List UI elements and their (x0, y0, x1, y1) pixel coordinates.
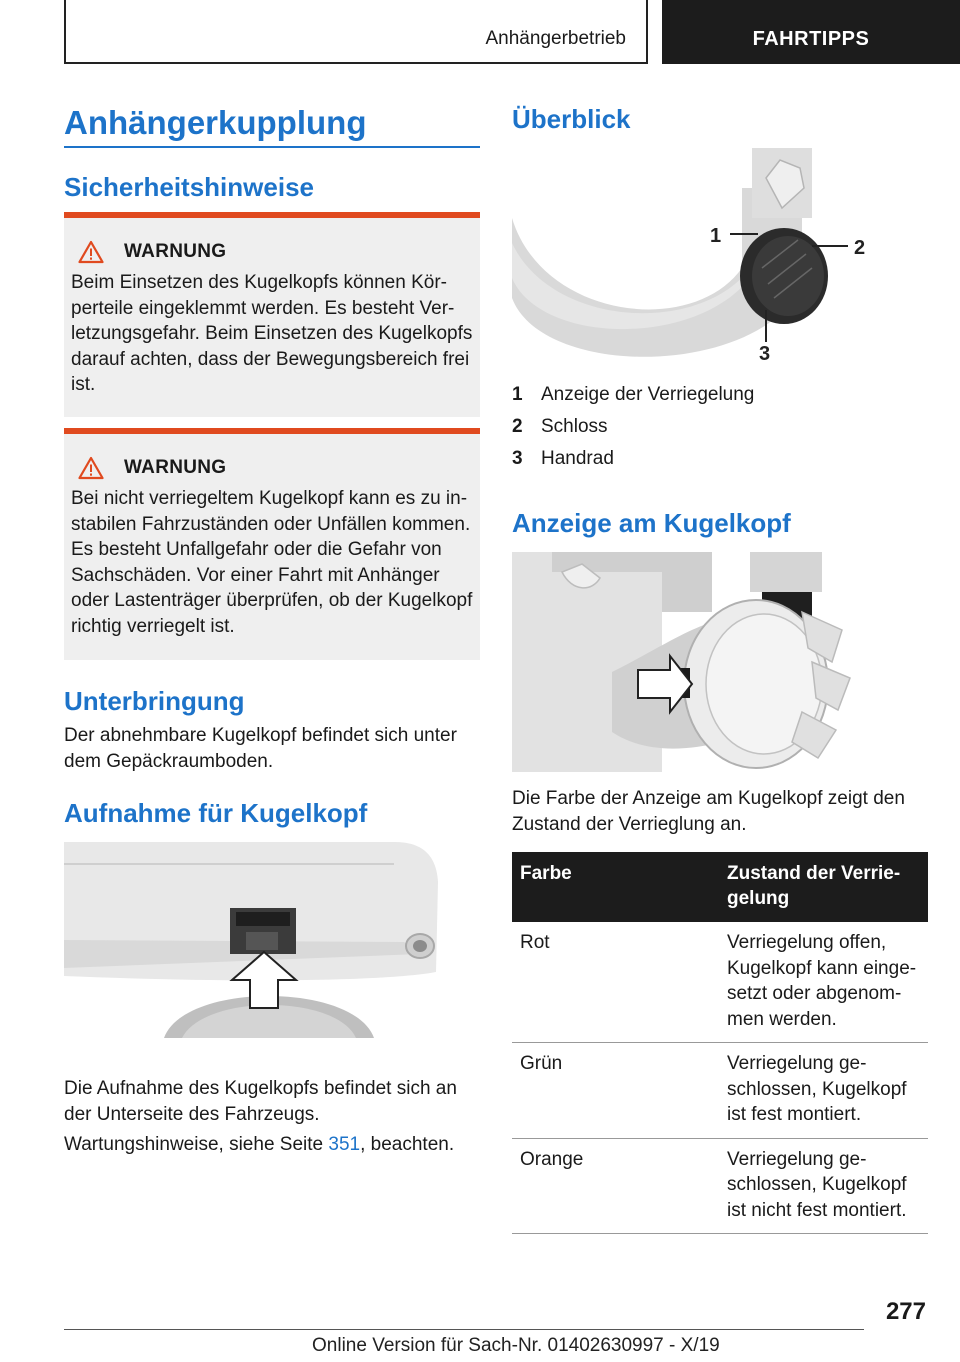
warning-box-2 (64, 428, 480, 660)
table-row (512, 922, 928, 1043)
indicator-color-table (512, 852, 928, 1234)
legend-number: 1 (512, 384, 523, 405)
table-header-color: Farbe (512, 852, 719, 922)
table-header-status: Zustand der Verriegelung (719, 852, 928, 922)
legend-text: Schloss (541, 416, 608, 437)
legend-number: 2 (512, 416, 523, 437)
legend-text: Anzeige der Verriegelung (541, 384, 755, 405)
warning-label: WARNUNG (124, 457, 227, 478)
callout-3: 3 (759, 343, 771, 365)
legend-number: 3 (512, 448, 523, 469)
warning-head-2 (78, 456, 226, 480)
header-section-box (64, 0, 648, 64)
overview-heading: Überblick (512, 104, 631, 134)
footer-rule (64, 1329, 864, 1330)
page-title: Anhängerkupplung (64, 104, 367, 141)
table-cell-color: Rot (512, 922, 719, 1043)
table-cell-status: Verriegelung offen, Kugelkopf kann eingesetzt oder abgenommen werden. (719, 922, 928, 1043)
table-cell-color: Orange (512, 1138, 719, 1234)
maintenance-text (64, 1132, 480, 1158)
title-underline (64, 146, 480, 148)
maintenance-suffix: , beachten. (360, 1134, 455, 1155)
legend-item (512, 448, 614, 470)
table-row (512, 1043, 928, 1139)
indicator-text: Die Farbe der Anzeige am Kugelkopf zeigt den Zustand der Verrieglung an. (512, 788, 905, 835)
safety-heading: Sicherheitshinweise (64, 172, 314, 202)
overview-figure (512, 148, 888, 366)
maintenance-prefix: Wartungshinweise, siehe Seite (64, 1134, 329, 1155)
storage-heading: Unterbringung (64, 686, 245, 716)
callout-2: 2 (854, 237, 866, 259)
indicator-figure (512, 552, 888, 772)
legend-item (512, 416, 608, 438)
table-cell-color: Grün (512, 1043, 719, 1139)
mount-heading: Aufnahme für Kugelkopf (64, 798, 368, 828)
header-chapter-tab[interactable]: FAHRTIPPS (662, 0, 960, 64)
table-cell-status: Verriegelung geschlossen, Kugelkopf ist nicht fest montiert. (719, 1138, 928, 1234)
warning-text: Beim Einsetzen des Kugelkopfs können Körperteile eingeklemmt werden. Es besteht Verletzungsgefahr. Beim Einsetzen des Kugelkopfs darauf achten, dass der Bewegungsbereich frei ist. (71, 272, 473, 395)
warning-triangle-icon (78, 456, 104, 480)
legend-item (512, 384, 754, 406)
mount-location-figure (64, 842, 440, 1038)
storage-text: Der abnehmbare Kugelkopf befindet sich unter dem Gepäckraumboden. (64, 725, 457, 772)
legend-text: Handrad (541, 448, 614, 469)
warning-label: WARNUNG (124, 241, 227, 262)
table-row (512, 1138, 928, 1234)
mount-text: Die Aufnahme des Kugelkopfs befindet sich an der Unterseite des Fahrzeugs. (64, 1078, 457, 1125)
warning-box-1 (64, 212, 480, 417)
warning-triangle-icon (78, 240, 104, 264)
indicator-heading: Anzeige am Kugelkopf (512, 508, 791, 538)
warning-head-1 (78, 240, 226, 264)
page-number: 277 (885, 1298, 926, 1325)
callout-1: 1 (710, 225, 722, 247)
table-cell-status: Verriegelung geschlossen, Kugelkopf ist fest montiert. (719, 1043, 928, 1139)
warning-text: Bei nicht verriegeltem Kugelkopf kann es zu instabilen Fahrzuständen oder Unfällen kommen. Es besteht Unfallgefahr oder die Gefahr von Sachschäden. Vor einer Fahrt mit Anhänger oder Lastenträger überprüfen, ob der Kugelkopf richtig verriegelt ist. (71, 488, 473, 637)
maintenance-page-link[interactable]: 351 (328, 1134, 361, 1155)
table-header-row (512, 852, 928, 922)
header-section-title: Anhängerbetrieb (485, 28, 626, 49)
footer-text: Online Version für Sach-Nr. 01402630997 - X/19 (312, 1335, 720, 1356)
